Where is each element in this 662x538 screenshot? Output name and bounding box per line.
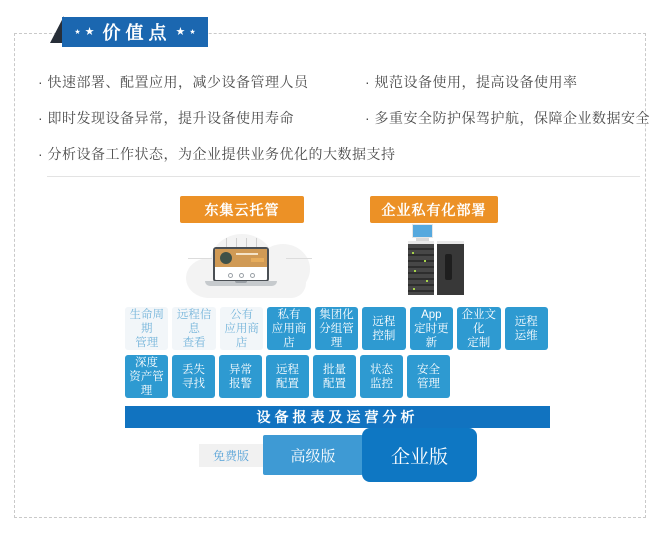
webpage-text-line <box>236 253 258 255</box>
laptop-notch <box>235 281 247 283</box>
bullet-item-right-1: · 多重安全防护保驾护航，保障企业数据安全 <box>365 110 651 126</box>
antenna-line <box>236 238 237 247</box>
cloud-laptop-illustration <box>186 230 314 300</box>
server-rack-left <box>408 241 434 295</box>
connector-line <box>188 258 212 259</box>
tier-enterprise: 企业版 <box>362 428 477 482</box>
feature-box: 远程信息 查看 <box>172 307 215 350</box>
bullet-item-left-0: · 快速部署、配置应用，减少设备管理人员 <box>38 74 309 90</box>
bullet-item-right-0: · 规范设备使用，提高设备使用率 <box>365 74 578 90</box>
laptop-webpage <box>215 249 267 280</box>
antenna-line <box>246 238 247 247</box>
report-banner: 设备报表及运营分析 <box>125 406 550 428</box>
star-icon: ★ <box>175 25 186 38</box>
antenna-line <box>256 238 257 247</box>
server-rack-illustration <box>406 224 466 300</box>
bullet-item-left-1: · 即时发现设备异常，提升设备使用寿命 <box>38 110 295 126</box>
feature-box: 远程 运维 <box>505 307 548 350</box>
tier-free: 免费版 <box>199 444 263 467</box>
feature-box: 安全 管理 <box>407 355 450 398</box>
connector-line <box>286 258 312 259</box>
feature-grid-row1 <box>125 307 548 350</box>
feature-box: 集团化 分组管理 <box>315 307 358 350</box>
star-icon: ★ <box>189 28 196 36</box>
webpage-button <box>251 258 264 262</box>
laptop-base <box>205 281 277 286</box>
bullet-item-left-2: · 分析设备工作状态，为企业提供业务优化的大数据支持 <box>38 146 396 162</box>
server-monitor-icon <box>412 224 433 238</box>
feature-box: 丢失 寻找 <box>172 355 215 398</box>
feature-box: App 定时更新 <box>410 307 453 350</box>
feature-box: 异常 报警 <box>219 355 262 398</box>
feature-box: 状态 监控 <box>360 355 403 398</box>
feature-box: 远程 配置 <box>266 355 309 398</box>
banner-title: 价值点 <box>102 23 172 43</box>
feature-box: 公有 应用商店 <box>220 307 263 350</box>
cloud-hosting-label: 东集云托管 <box>180 196 304 223</box>
feature-box: 企业文化 定制 <box>457 307 500 350</box>
private-deploy-label: 企业私有化部署 <box>370 196 498 223</box>
feature-box: 深度 资产管理 <box>125 355 168 398</box>
laptop-screen <box>213 247 269 282</box>
globe-icon <box>220 252 232 264</box>
bullet-list-right <box>365 72 650 128</box>
feature-grid-row2 <box>125 355 450 398</box>
bullet-list-left <box>38 72 396 164</box>
antenna-line <box>226 238 227 247</box>
star-icon: ★ <box>84 25 95 38</box>
feature-box: 批量 配置 <box>313 355 356 398</box>
star-icon: ★ <box>74 28 81 36</box>
feature-box: 私有 应用商店 <box>267 307 310 350</box>
section-divider <box>47 176 640 177</box>
feature-box: 生命周期 管理 <box>125 307 168 350</box>
server-rack-right <box>437 241 464 295</box>
rack-door-handle <box>445 254 452 280</box>
feature-box: 远程 控制 <box>362 307 405 350</box>
webpage-feature-icons <box>215 273 267 278</box>
tier-premium: 高级版 <box>263 435 363 475</box>
value-points-banner <box>62 17 208 47</box>
